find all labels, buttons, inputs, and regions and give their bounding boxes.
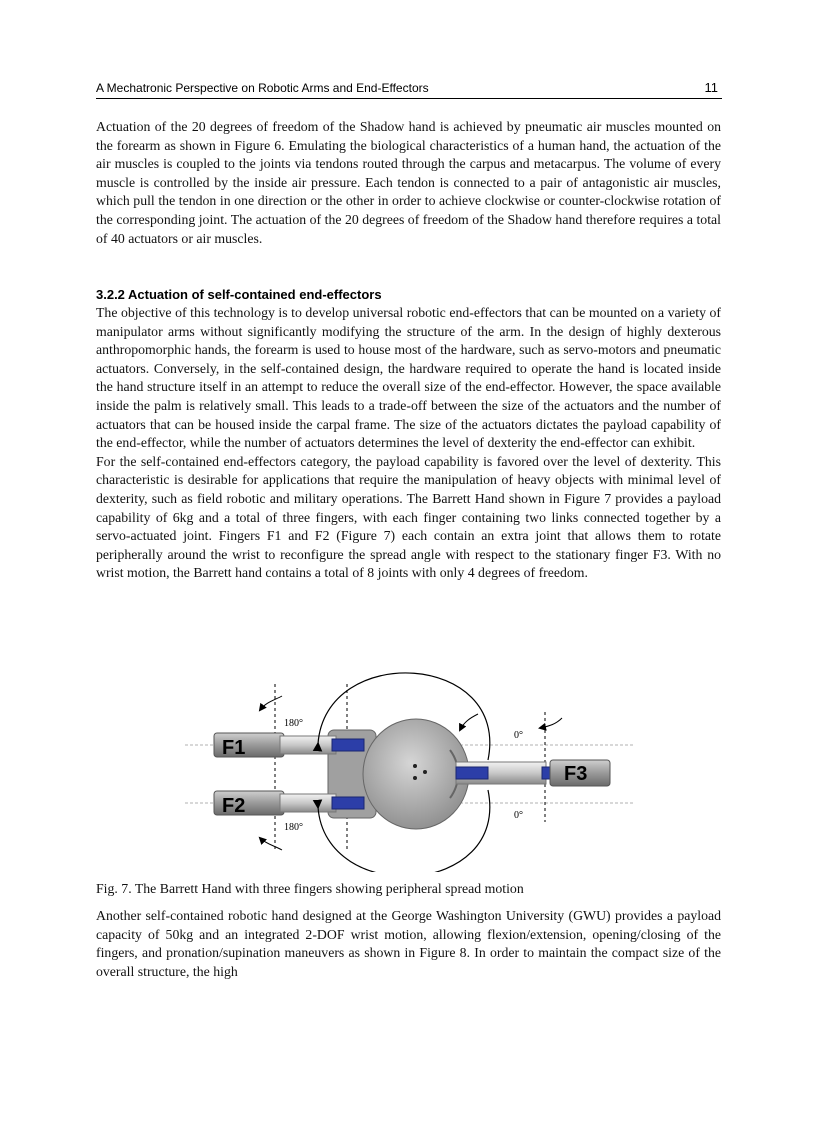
rotation-arrow bbox=[260, 696, 282, 710]
angle-label-top: 180° bbox=[284, 718, 303, 729]
barrett-hand-diagram bbox=[180, 672, 640, 872]
rotation-arrow bbox=[540, 718, 562, 728]
paragraph: For the self-contained end-effectors category, the payload capability is favored over the level of dexterity. This characteristic is desirable for applications that require the manipulation of heavy objects with minimal level of dexterity, such as field robotic and military operations. The Barrett Hand shown in Figure 7 provides a payload capability of 6kg and a total of three fingers, with each finger containing two links connected together by a servo-actuated joint. Fingers F1 and F2 (Figure 7) each contain an extra joint that allows them to rotate peripherally around the wrist to reconfigure the spread angle with respect to the stationary finger F3. With no wrist motion, the Barrett hand contains a total of 8 joints with only 4 degrees of freedom. bbox=[96, 453, 721, 581]
barrett-hand-figure bbox=[180, 672, 640, 872]
closing-text-block bbox=[96, 907, 721, 981]
angle-label-bottom: 180° bbox=[284, 822, 303, 833]
palm bbox=[363, 719, 469, 829]
finger-f2-joint bbox=[332, 797, 364, 809]
finger-f2-link bbox=[280, 794, 336, 812]
paragraph: Actuation of the 20 degrees of freedom of the Shadow hand is achieved by pneumatic air muscles mounted on the forearm as shown in Figure 6. Emulating the biological characteristics of a human hand, the actuation of the air muscles is coupled to the joints via tendons routed through the carpus and metacarpus. The volume of every muscle is controlled by the inside air pressure. Each tendon is connected to a pair of antagonistic air muscles, which pull the tendon in one direction or the other in order to achieve clockwise or counter-clockwise rotation of the corresponding joint. The actuation of the 20 degrees of freedom of the Shadow hand therefore requires a total of 40 actuators or air muscles. bbox=[96, 119, 721, 246]
intro-text-block bbox=[96, 118, 721, 248]
finger-f2-label: F2 bbox=[222, 795, 246, 817]
palm-screw bbox=[423, 770, 427, 774]
rotation-arrow bbox=[460, 714, 478, 730]
page-number: 11 bbox=[704, 80, 718, 95]
finger-f3-joint-inner bbox=[456, 767, 488, 779]
running-header-title: A Mechatronic Perspective on Robotic Arms and End-Effectors bbox=[96, 81, 429, 95]
zero-label-top: 0° bbox=[514, 730, 523, 741]
finger-f1-link bbox=[280, 736, 336, 754]
running-header bbox=[96, 80, 722, 99]
figure-caption: Fig. 7. The Barrett Hand with three fingers showing peripheral spread motion bbox=[96, 881, 524, 896]
section-text-block bbox=[96, 304, 721, 583]
paragraph: Another self-contained robotic hand designed at the George Washington University (GWU) provides a payload capacity of 50kg and an integrated 2-DOF wrist motion, allowing flexion/extension, opening/closing of the fingers, and pronation/supination maneuvers as shown in Figure 8. In order to maintain the compact size of the overall structure, the high bbox=[96, 908, 721, 979]
palm-screw bbox=[413, 764, 417, 768]
paragraph: The objective of this technology is to develop universal robotic end-effectors that can be mounted on a variety of manipulator arms without significantly modifying the structure of the arm. In the design of highly dexterous anthropomorphic hands, the forearm is used to house most of the hardware, such as servo-motors and pneumatic actuators. Conversely, in the self-contained design, the hardware required to operate the hand is located inside the hand structure itself in an attempt to reduce the overall size of the end-effector. However, the space available inside the palm is relatively small. This leads to a trade-off between the size of the actuators and the number of actuators that can be housed inside the carpal frame. The size of the actuators dictates the payload capability of the end-effector, while the number of actuators determines the level of dexterity the end-effector can exhibit. bbox=[96, 305, 721, 451]
finger-f3-label: F3 bbox=[564, 763, 588, 785]
finger-f1-label: F1 bbox=[222, 737, 246, 759]
zero-label-bottom: 0° bbox=[514, 810, 523, 821]
finger-f1-joint bbox=[332, 739, 364, 751]
palm-screw bbox=[413, 776, 417, 780]
rotation-arrow bbox=[260, 838, 282, 850]
section-heading: 3.2.2 Actuation of self-contained end-effectors bbox=[96, 287, 382, 302]
